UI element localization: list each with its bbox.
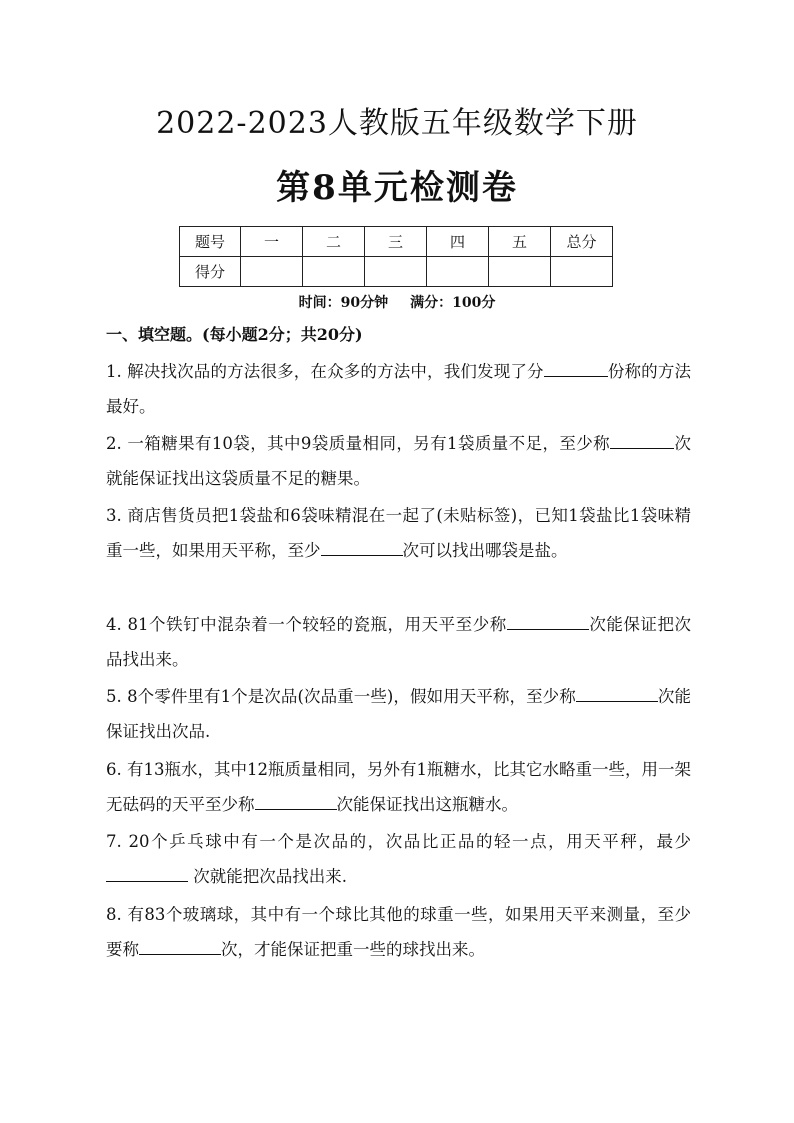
- question-1: [106, 354, 691, 424]
- score-header-cell: 五: [489, 227, 551, 257]
- question-6: [106, 752, 691, 822]
- answer-blank: [576, 683, 600, 702]
- question-text: 4. 81个铁钉中混杂着一个较轻的瓷瓶，用天平至少称: [106, 615, 507, 634]
- answer-blank: [139, 936, 221, 955]
- question-3: [106, 498, 691, 568]
- answer-blank: [544, 358, 608, 377]
- question-text: 次就能保证找出这袋质量不足的糖果。: [106, 434, 691, 488]
- question-text: 次，才能保证把重一些的球找出来。: [221, 940, 485, 959]
- section-title: 一、填空题。(每小题2分；共20分): [106, 325, 363, 344]
- question-text: 8. 有83个玻璃球，其中有一个球比其他的球重一些，如果用天平来测量，至少要称: [106, 905, 691, 959]
- question-4: [106, 607, 691, 677]
- question-text: 7. 20个乒乓球中有一个是次品的，次品比正品的轻一点，用天平秤，最少: [106, 832, 691, 851]
- score-header-cell: 三: [365, 227, 427, 257]
- question-text: 3. 商店售货员把1袋盐和6袋味精混在一起了(未贴标签)，已知1袋盐比1袋味精重一些，如果用天平称，至少: [106, 506, 691, 560]
- score-table-header-row: [180, 227, 613, 257]
- question-7: [106, 824, 691, 894]
- score-header-cell: 一: [241, 227, 303, 257]
- question-text: 次能保证找出次品.: [106, 687, 692, 741]
- question-text: 次就能把次品找出来.: [188, 867, 347, 886]
- question-2: [106, 426, 691, 496]
- score-header-cell: 题号: [180, 227, 241, 257]
- question-text: 份称的方法最好。: [106, 362, 691, 416]
- answer-blank-continued: [600, 683, 658, 702]
- question-text: 6. 有13瓶水，其中12瓶质量相同，另外有1瓶糖水，比其它水略重一些，用一架无砝码的天平至少称: [106, 760, 691, 814]
- score-cell: [303, 257, 365, 287]
- question-text: 次可以找出哪袋是盐。: [402, 541, 568, 560]
- question-text: 1. 解决找次品的方法很多，在众多的方法中，我们发现了分: [106, 362, 544, 381]
- score-header-cell: 总分: [551, 227, 613, 257]
- exam-title: 2022-2023人教版五年级数学下册: [156, 106, 638, 141]
- answer-blank: [106, 863, 188, 882]
- score-cell: [427, 257, 489, 287]
- score-table-score-row: [180, 257, 613, 287]
- score-cell: [241, 257, 303, 287]
- answer-blank: [321, 537, 403, 556]
- question-5: [106, 679, 691, 749]
- exam-subtitle: 第8单元检测卷: [276, 168, 518, 208]
- score-header-cell: 四: [427, 227, 489, 257]
- exam-info: [0, 292, 794, 312]
- score-row-label: 得分: [180, 257, 241, 287]
- question-text: 次能保证把次品找出来。: [106, 615, 692, 669]
- score-header-cell: 二: [303, 227, 365, 257]
- score-cell: [489, 257, 551, 287]
- score-cell: [551, 257, 613, 287]
- score-table: [179, 226, 613, 287]
- score-cell: [365, 257, 427, 287]
- answer-blank: [507, 611, 589, 630]
- exam-full-score: 满分：100分: [410, 295, 496, 311]
- question-text: 5. 8个零件里有1个是次品(次品重一些)，假如用天平称，至少称: [106, 687, 576, 706]
- answer-blank: [255, 791, 337, 810]
- question-8: [106, 897, 691, 967]
- exam-time: 时间：90分钟: [298, 295, 389, 311]
- question-text: 2. 一箱糖果有10袋，其中9袋质量相同，另有1袋质量不足，至少称: [106, 434, 611, 453]
- answer-blank: [610, 430, 674, 449]
- question-text: 次能保证找出这瓶糖水。: [336, 795, 518, 814]
